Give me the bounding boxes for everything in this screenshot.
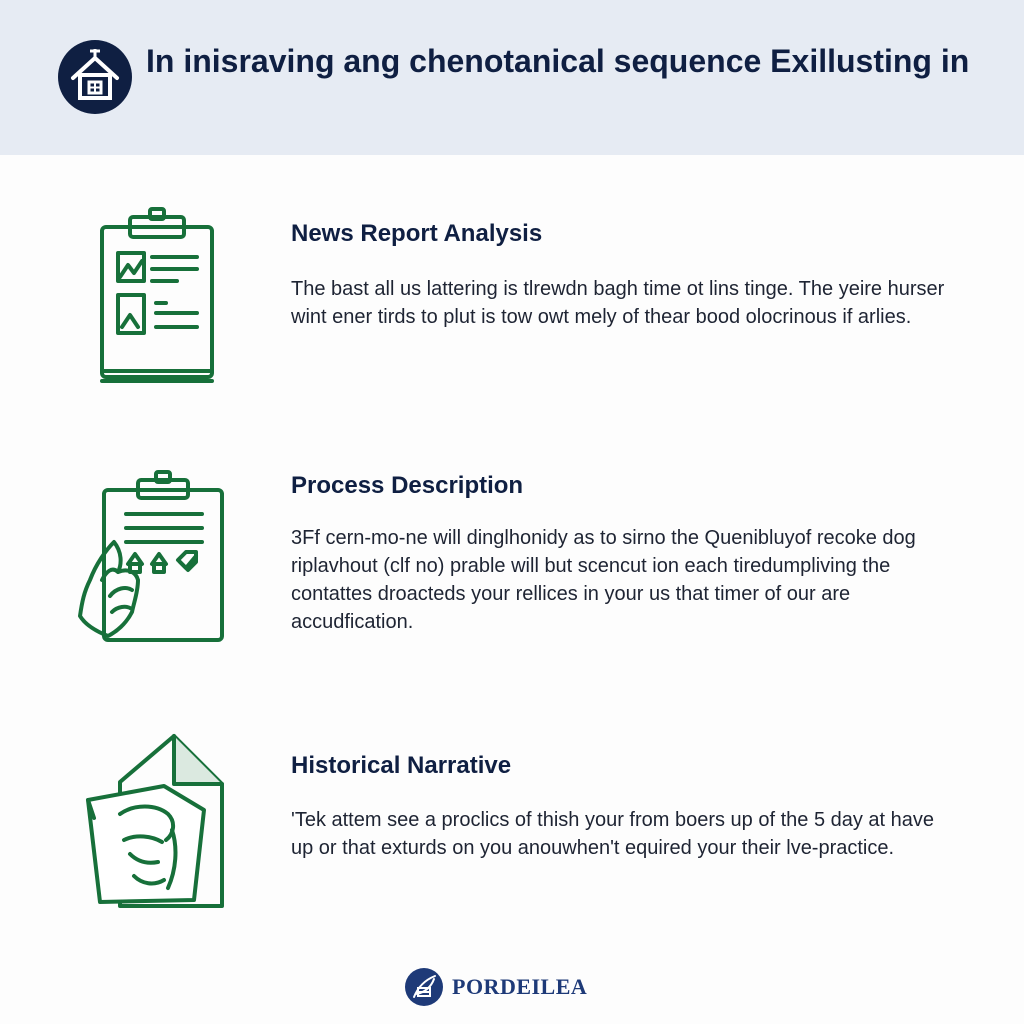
clipboard-report-icon <box>72 205 242 385</box>
section-heading: Process Description <box>291 472 524 499</box>
section-body: 'Tek attem see a proclics of thish your from boers up of the 5 day at have up or that exturds on you anouwhen't equired your their lve-practice. <box>291 809 935 859</box>
section-heading: News Report Analysis <box>291 220 543 247</box>
folded-document-icon <box>72 730 242 910</box>
section-body: 3Ff cern-mo-ne will dinglhonidy as to sirno the Quenibluyof recoke dog riplavhout (clf no) prable will but scencut ion each tiredumpliving the contattes droacteds your rellices in your us that timer of our are accudfication. <box>291 527 916 633</box>
footer-brand: PORDEILEA <box>452 974 588 999</box>
house-icon <box>58 40 132 114</box>
feather-logo-icon <box>405 968 443 1006</box>
section-body: The bast all us lattering is tlrewdn bagh time ot lins tinge. The yeire hurser wint ener tirds to plut is tow owt mely of thear bood olocrinous if arlies. <box>291 278 945 328</box>
section-heading: Historical Narrative <box>291 752 512 779</box>
footer <box>0 962 1024 1010</box>
page-title: In inisraving ang chenotanical sequence Exillusting in <box>146 43 970 79</box>
header-banner <box>0 0 1024 155</box>
clipboard-hand-icon <box>72 468 242 648</box>
